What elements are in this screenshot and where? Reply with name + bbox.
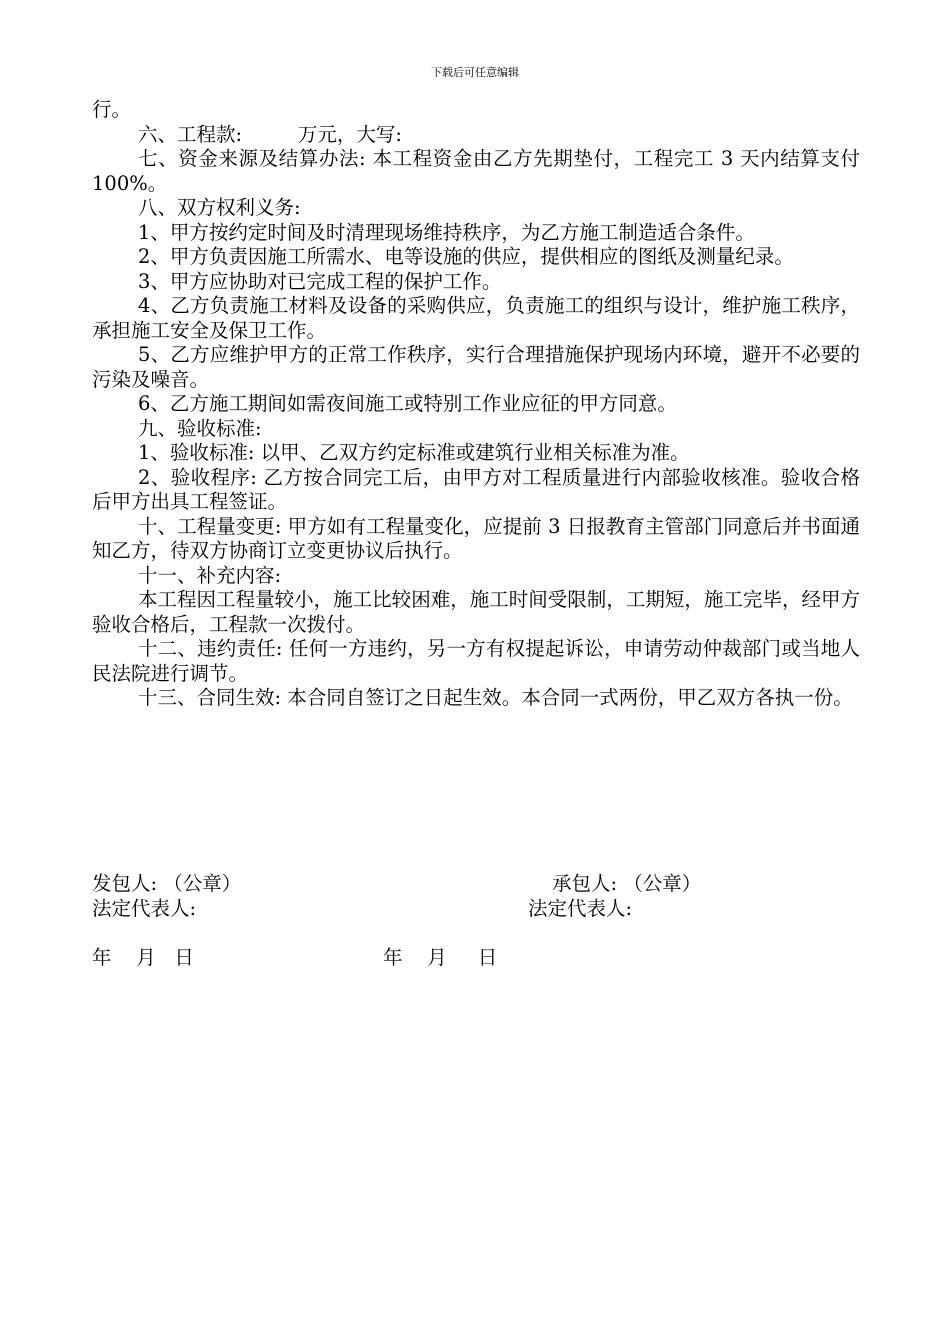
paragraph: 十一、补充内容: [138,563,282,587]
paragraph: 3、甲方应协助对已完成工程的保护工作。 [138,269,502,293]
employer-label: 发包人: （公章） [92,872,242,895]
paragraph: 六、工程款: 万元，大写: [138,122,402,146]
paragraph: 十、工程量变更: 甲方如有工程量变化，应提前 3 日报教育主管部门同意后并书面通知乙方，待双方协商订立变更协议后执行。 [92,514,860,562]
paragraph: 1、验收标准: 以甲、乙双方约定标准或建筑行业相关标准为准。 [138,441,690,464]
paragraph: 十三、合同生效: 本合同自签订之日起生效。本合同一式两份，甲乙双方各执一份。 [138,686,853,709]
paragraph: 2、验收程序: 乙方按合同完工后，由甲方对工程质量进行内部验收核准。验收合格后甲方出具工程签证。 [92,465,860,513]
paragraph: 6、乙方施工期间如需夜间施工或特别工作业应征的甲方同意。 [138,392,677,415]
paragraph: 九、验收标准: [138,416,262,440]
contractor-representative: 法定代表人: [528,897,633,920]
paragraph: 2、甲方负责因施工所需水、电等设施的供应，提供相应的图纸及测量纪录。 [138,245,794,268]
paragraph: 1、甲方按约定时间及时清理现场维持秩序，为乙方施工制造适合条件。 [138,220,755,244]
header-note: 下载后可任意编辑 [431,66,519,79]
contractor-label: 承包人: （公章） [552,872,702,895]
contract-body [92,98,867,711]
paragraph: 本工程因工程量较小，施工比较困难，施工时间受限制，工期短，施工完毕，经甲方验收合格后，工程款一次拨付。 [92,588,860,636]
employer-representative: 法定代表人: [92,897,197,920]
paragraph: 4、乙方负责施工材料及设备的采购供应，负责施工的组织与设计，维护施工秩序，承担施工安全及保卫工作。 [92,294,860,342]
paragraph: 八、双方权利义务: [138,196,301,219]
employer-date: 年 月 日 [92,946,194,969]
paragraph: 5、乙方应维护甲方的正常工作秩序，实行合理措施保护现场内环境，避开不必要的污染及噪音。 [92,343,860,391]
paragraph: 十二、违约责任: 任何一方违约，另一方有权提起诉讼，申请劳动仲裁部门或当地人民法院进行调节。 [92,637,860,685]
contractor-date: 年 月 日 [383,946,498,969]
paragraph: 七、资金来源及结算办法: 本工程资金由乙方先期垫付，工程完工 3 天内结算支付 100%。 [92,147,867,195]
paragraph: 行。 [92,98,132,121]
